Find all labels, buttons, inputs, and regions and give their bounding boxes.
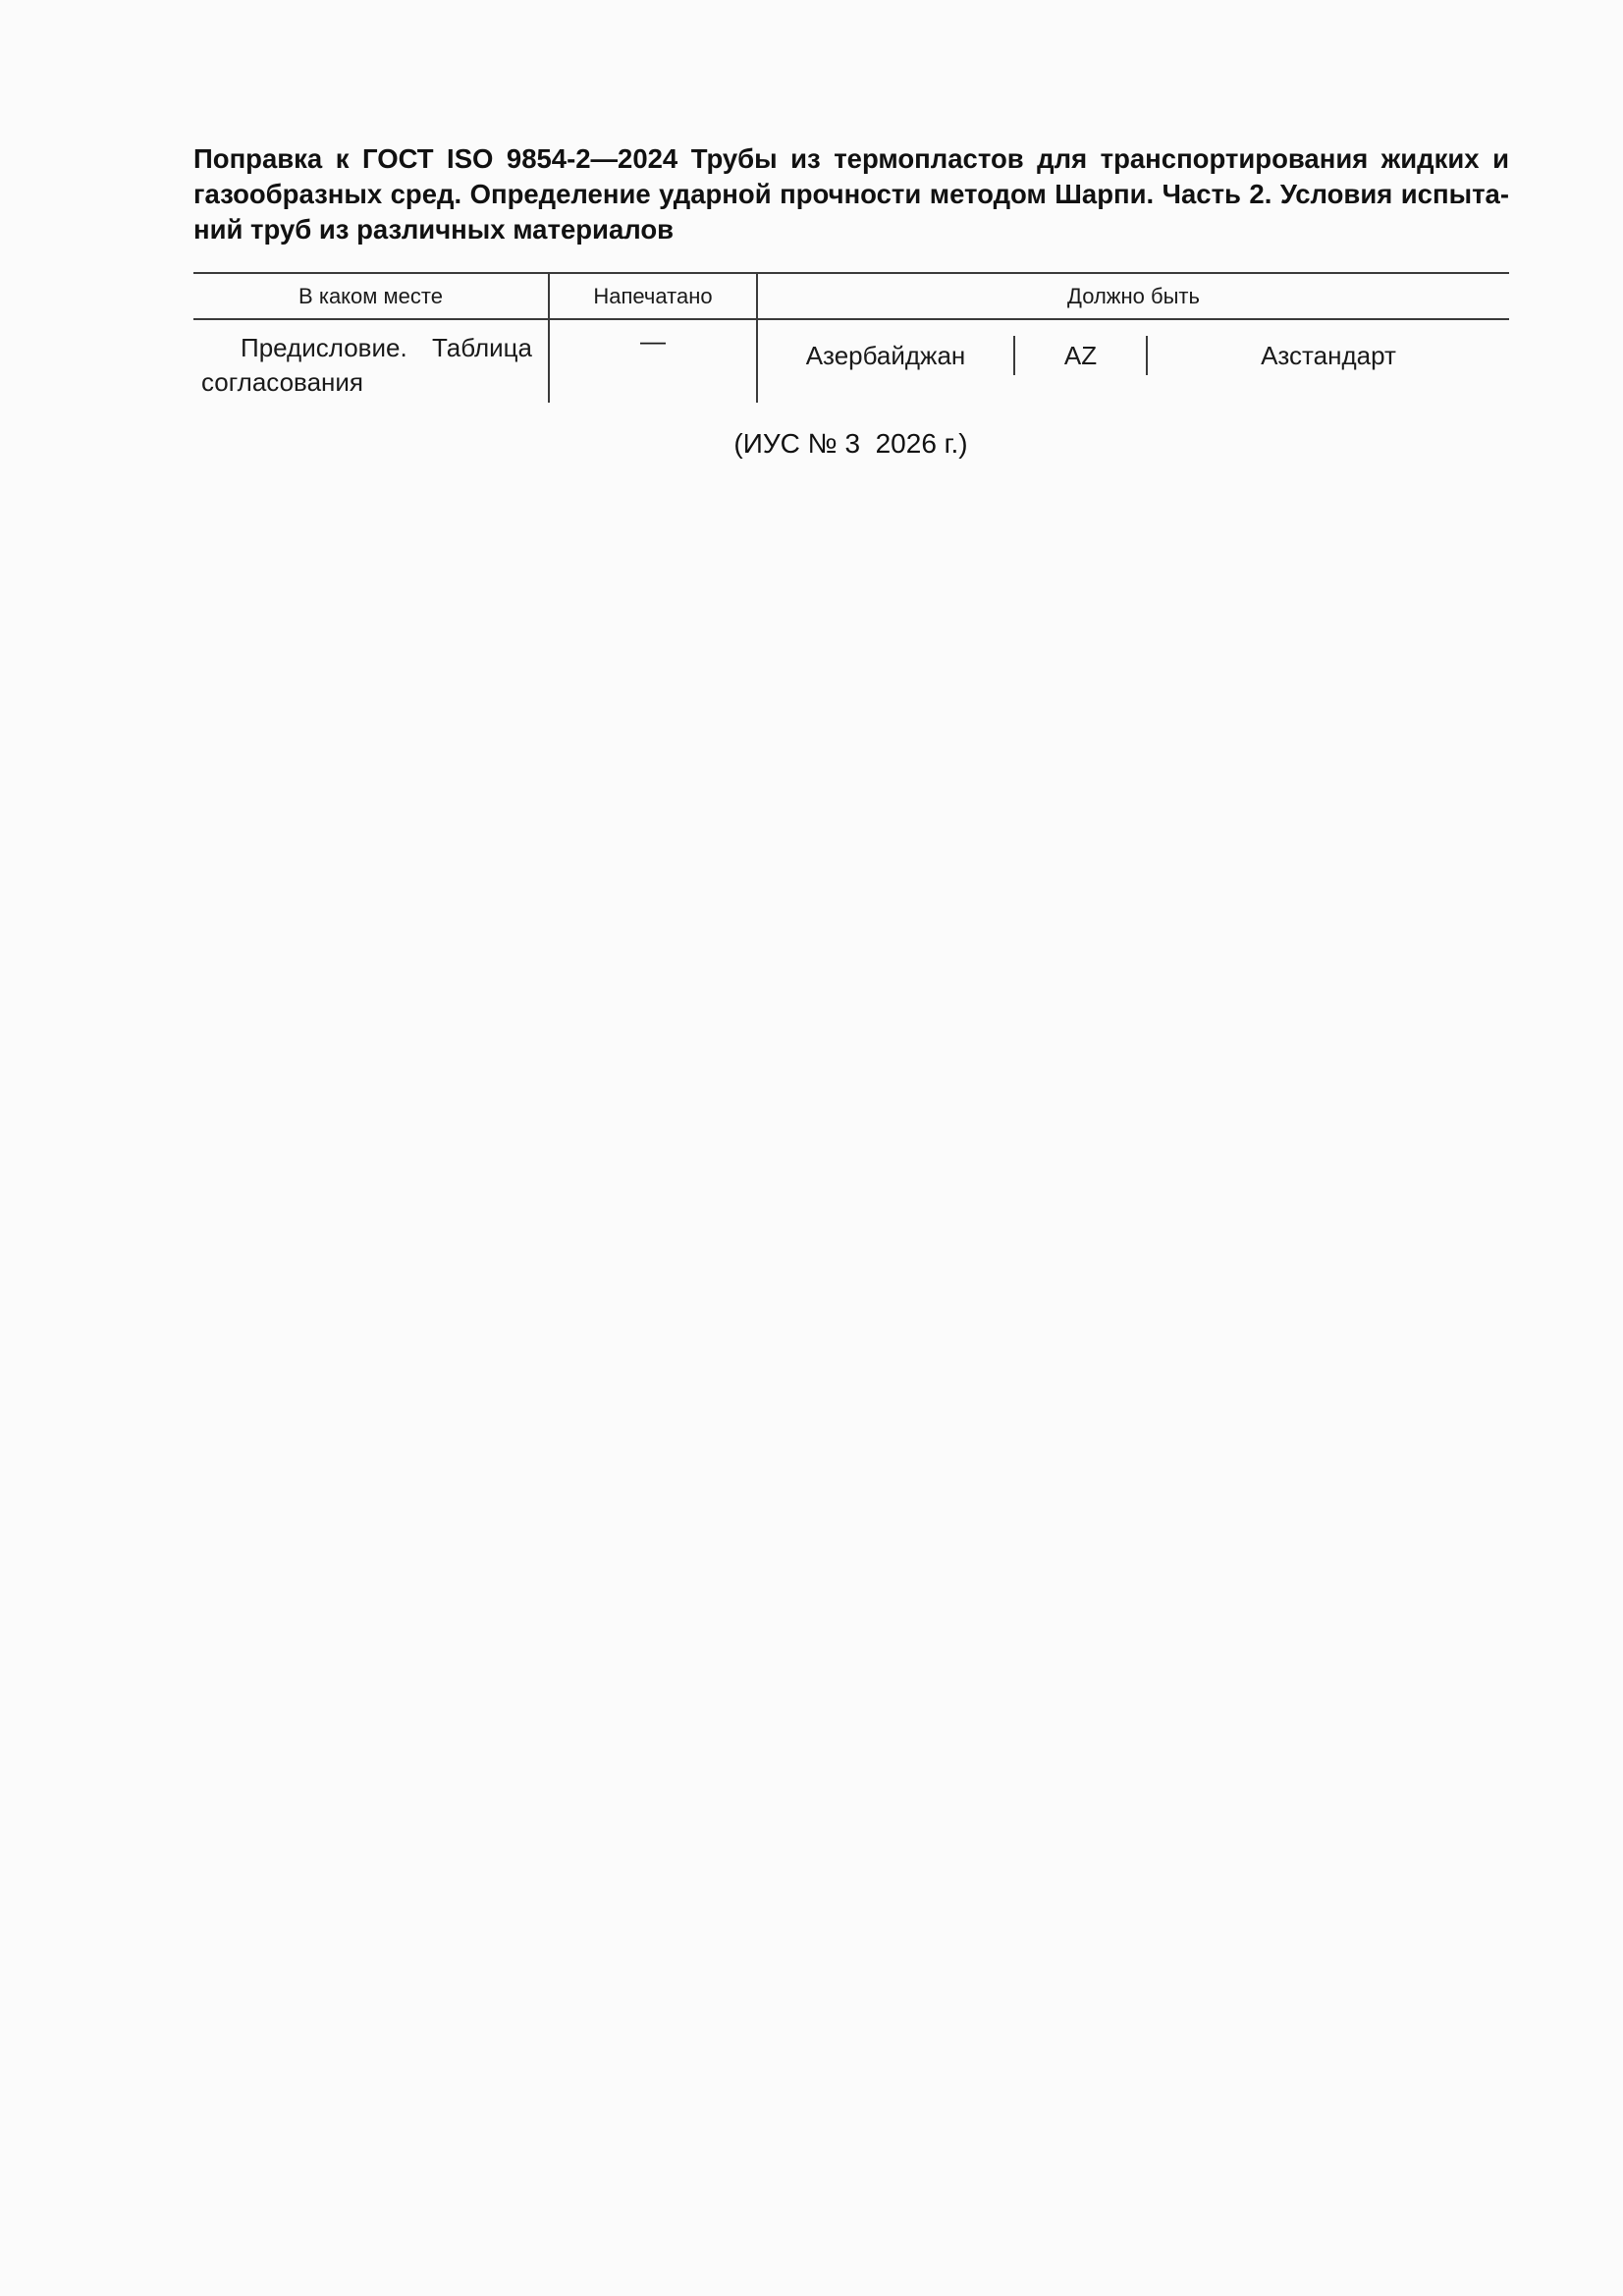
printed-text: — (640, 326, 666, 355)
should-be-entry (758, 336, 1509, 375)
should-be-code: AZ (1015, 336, 1148, 375)
cell-place (193, 319, 549, 403)
should-be-organization: Азстандарт (1261, 340, 1396, 370)
header-printed: Напечатано (549, 273, 757, 319)
header-should-be: Должно быть (757, 273, 1509, 319)
header-place: В каком месте (193, 273, 549, 319)
table-body (193, 319, 1509, 403)
amendment-table (193, 272, 1509, 403)
document-title: Поправка к ГОСТ ISO 9854-2—2024 Трубы из термопластов для транспортирования жидких и газообразных сред. Определение ударной прочности методом Шарпи. Часть 2. Условия испыта-ний труб из различных материалов (193, 143, 1509, 245)
cell-printed (549, 319, 757, 403)
should-be-country: Азербайджан (758, 336, 1015, 375)
cell-should-be (757, 319, 1509, 403)
place-text: Предисловие. Таблица согласования (201, 333, 532, 397)
table-row (193, 319, 1509, 403)
table-header-row (193, 273, 1509, 319)
table-header (193, 273, 1509, 319)
ius-reference: (ИУС № 3 2026 г.) (733, 428, 968, 459)
